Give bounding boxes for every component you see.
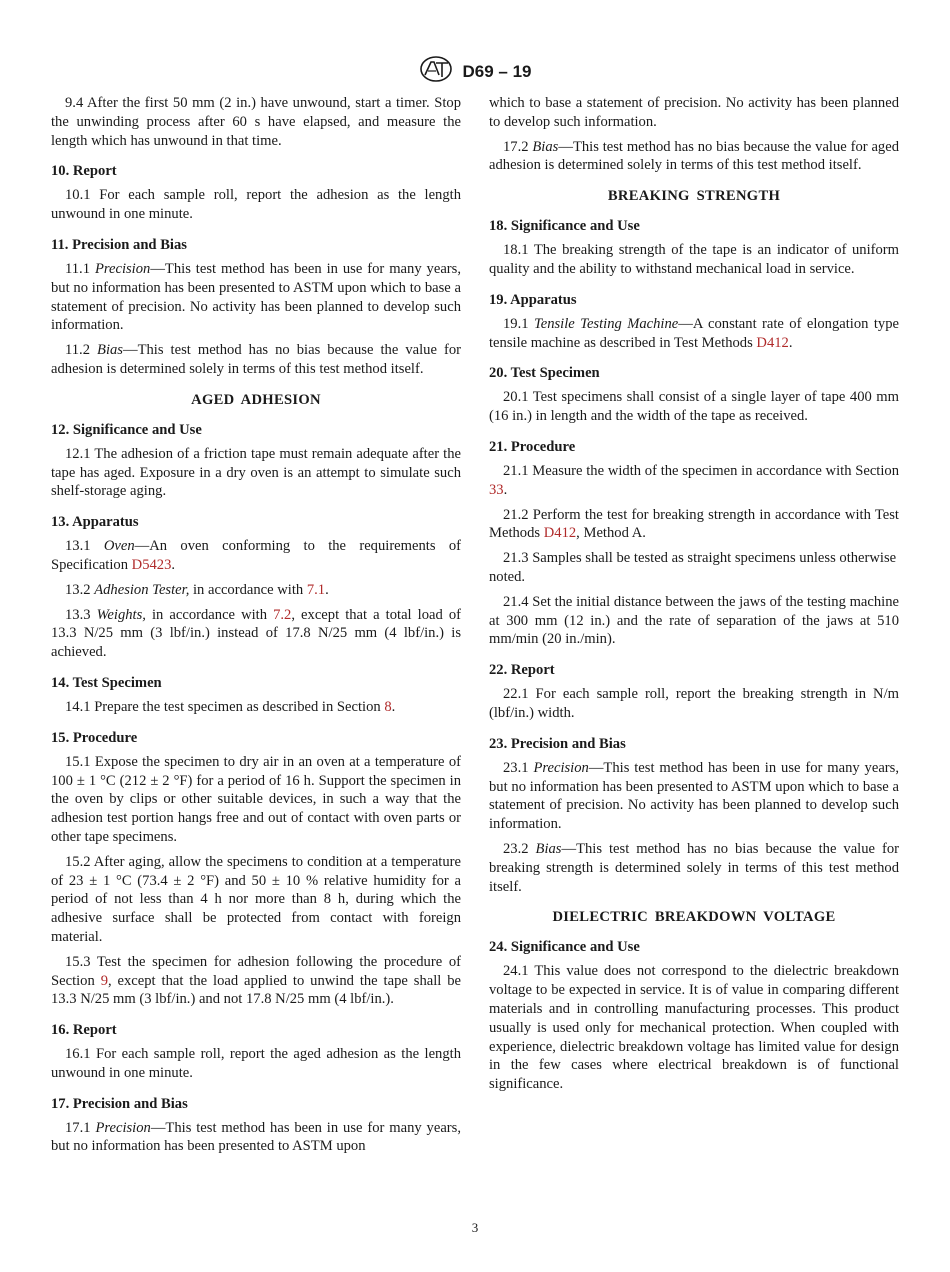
paragraph-13-1: 13.1 Oven—An oven conforming to the requirements of Specification D5423. bbox=[51, 538, 461, 573]
heading-12-significance: 12. Significance and Use bbox=[51, 421, 202, 438]
paragraph-20-1: 20.1 Test specimens shall consist of a single layer of tape 400 mm (16 in.) in length and the width of the tape as received. bbox=[489, 389, 899, 425]
right-column bbox=[489, 94, 899, 1100]
paragraph-9-4: 9.4 After the first 50 mm (2 in.) have unwound, start a timer. Stop the unwinding process after 60 s have elapsed, and measure the length which has unwound in that time. bbox=[51, 95, 461, 149]
paragraph-15-2: 15.2 After aging, allow the specimens to condition at a temperature of 23 ± 1 °C (73.4 ± 2 °F) and 50 ± 10 % relative humidity for a period of not less than 4 h nor more than 8 h, during which the adhesive surface shall be protected from contact with foreign material. bbox=[51, 853, 461, 945]
paragraph-23-1: 23.1 Precision—This test method has been in use for many years, but no information has been presented to ASTM upon which to base a statement of precision. No activity has been planned to develop such information. bbox=[489, 759, 899, 833]
paragraph-17-1-continued: which to base a statement of precision. No activity has been planned to develop such information. bbox=[489, 95, 899, 130]
heading-16-report: 16. Report bbox=[51, 1022, 117, 1039]
link-7-1[interactable]: 7.1 bbox=[306, 581, 326, 598]
link-section-33[interactable]: 33 bbox=[489, 481, 504, 498]
link-d412[interactable]: D412 bbox=[756, 334, 789, 351]
heading-18-significance: 18. Significance and Use bbox=[489, 218, 640, 235]
heading-19-apparatus: 19. Apparatus bbox=[489, 291, 577, 308]
heading-20-test-specimen: 20. Test Specimen bbox=[489, 365, 600, 382]
heading-23-precision-bias: 23. Precision and Bias bbox=[489, 735, 626, 752]
paragraph-17-2: 17.2 Bias—This test method has no bias because the value for aged adhesion is determined solely in terms of this test method itself. bbox=[489, 138, 899, 174]
document-id: D69 – 19 bbox=[462, 61, 532, 81]
link-d5423[interactable]: D5423 bbox=[131, 556, 172, 573]
paragraph-21-3: 21.3 Samples shall be tested as straight specimens unless otherwise noted. bbox=[489, 550, 897, 585]
paragraph-22-1: 22.1 For each sample roll, report the breaking strength in N/m (lbf/in.) width. bbox=[489, 686, 899, 721]
paragraph-19-1: 19.1 Tensile Testing Machine—A constant rate of elongation type tensile machine as described in Test Methods D412. bbox=[489, 315, 899, 351]
heading-17-precision-bias: 17. Precision and Bias bbox=[51, 1095, 188, 1112]
link-7-2[interactable]: 7.2 bbox=[273, 606, 292, 623]
link-section-8[interactable]: 8 bbox=[384, 698, 392, 715]
page-header bbox=[0, 56, 950, 82]
paragraph-24-1: 24.1 This value does not correspond to the dielectric breakdown voltage to be expected in service. It is of value in comparing different materials and in controlling manufacturing processes. This product usually is used only for mechanical protection. When coupled with experience, dielectric breakdown voltage has limited value for design in the few cases where electrical breakdown is of functional significance. bbox=[489, 963, 899, 1093]
heading-11-precision-bias: 11. Precision and Bias bbox=[51, 236, 187, 253]
section-title-breaking-strength: BREAKING STRENGTH bbox=[607, 188, 781, 205]
paragraph-11-1: 11.1 Precision—This test method has been in use for many years, but no information has been presented to ASTM upon which to base a statement of precision. No activity has been planned to develop such information. bbox=[51, 260, 461, 334]
paragraph-15-1: 15.1 Expose the specimen to dry air in an oven at a temperature of 100 ± 1 °C (212 ± 2 °F) for a period of 16 h. Support the specimen in the oven by clips or other suitable devices, in such a way that the adhesion test portion hangs free and out of contact with oven parts or other tape specimens. bbox=[51, 753, 461, 845]
paragraph-11-2: 11.2 Bias—This test method has no bias because the value for adhesion is determined solely in terms of this test method itself. bbox=[51, 342, 461, 377]
link-d412-method-a[interactable]: D412 bbox=[543, 525, 577, 542]
astm-logo-icon bbox=[419, 56, 453, 87]
heading-13-apparatus: 13. Apparatus bbox=[51, 514, 139, 531]
paragraph-12-1: 12.1 The adhesion of a friction tape must remain adequate after the tape has aged. Exposure in a dry oven is an attempt to simulate such shelf-storage aging. bbox=[51, 445, 461, 500]
paragraph-21-2: 21.2 Perform the test for breaking strength in accordance with Test Methods D412, Method A. bbox=[489, 506, 899, 542]
heading-15-procedure: 15. Procedure bbox=[51, 729, 138, 746]
section-title-dielectric-breakdown: DIELECTRIC BREAKDOWN VOLTAGE bbox=[552, 909, 836, 926]
paragraph-15-3: 15.3 Test the specimen for adhesion following the procedure of Section 9, except that the load applied to unwind the tape shall be 13.3 N/25 mm (3 lbf/in.) and not 17.8 N/25 mm (4 lbf/in.). bbox=[51, 953, 461, 1008]
paragraph-21-4: 21.4 Set the initial distance between the jaws of the testing machine at 300 mm (12 in.) and the rate of separation of the jaws at 510 mm/min (20 in./min). bbox=[489, 593, 899, 648]
paragraph-13-2: 13.2 Adhesion Tester, in accordance with 7.1. bbox=[65, 581, 329, 598]
paragraph-16-1: 16.1 For each sample roll, report the aged adhesion as the length unwound in one minute. bbox=[51, 1046, 461, 1081]
heading-10-report: 10. Report bbox=[51, 163, 117, 180]
heading-21-procedure: 21. Procedure bbox=[489, 438, 576, 455]
paragraph-13-3: 13.3 Weights, in accordance with 7.2, except that a total load of 13.3 N/25 mm (3 lbf/in.) instead of 17.8 N/25 mm (4 lbf/in.) is achieved. bbox=[51, 606, 461, 661]
heading-14-test-specimen: 14. Test Specimen bbox=[51, 674, 162, 691]
left-column bbox=[51, 94, 461, 1162]
link-section-9[interactable]: 9 bbox=[100, 972, 108, 989]
paragraph-10-1: 10.1 For each sample roll, report the adhesion as the length unwound in one minute. bbox=[51, 187, 461, 223]
section-title-aged-adhesion: AGED ADHESION bbox=[191, 391, 321, 408]
paragraph-23-2: 23.2 Bias—This test method has no bias because the value for breaking strength is determined solely in terms of this test method itself. bbox=[489, 840, 899, 895]
page-number: 3 bbox=[471, 1220, 479, 1235]
paragraph-18-1: 18.1 The breaking strength of the tape is an indicator of uniform quality and the ability to withstand mechanical load in service. bbox=[489, 242, 899, 277]
heading-22-report: 22. Report bbox=[489, 662, 555, 679]
paragraph-14-1: 14.1 Prepare the test specimen as described in Section 8. bbox=[65, 698, 396, 715]
paragraph-17-1: 17.1 Precision—This test method has been in use for many years, but no information has been presented to ASTM upon bbox=[51, 1119, 461, 1155]
heading-24-significance: 24. Significance and Use bbox=[489, 939, 640, 956]
paragraph-21-1: 21.1 Measure the width of the specimen in accordance with Section 33. bbox=[489, 462, 899, 498]
